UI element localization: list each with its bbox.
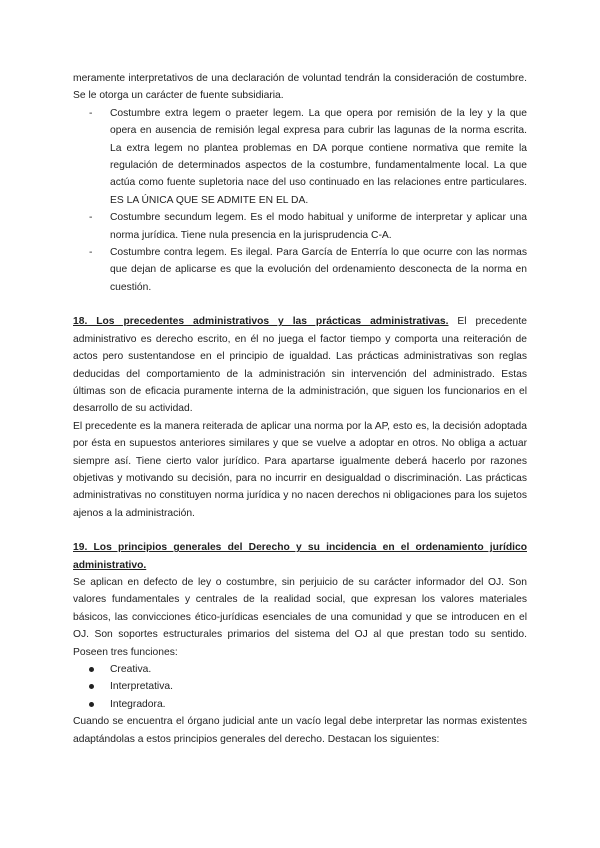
section-19-heading: 19. Los principios generales del Derecho y su incidencia en el ordenamiento jurídico administrativo.: [73, 542, 527, 571]
list-item-text: Costumbre contra legem. Es ilegal. Para García de Enterría lo que ocurre con las normas que dejan de aplicarse es que la evolución del ordenamiento desconecta de la norma en cuestión.: [110, 247, 527, 293]
list-item-text: Creativa.: [110, 664, 152, 675]
list-item: [73, 678, 527, 695]
list-item-text: Integradora.: [110, 698, 166, 710]
section-19-paragraph-2: Cuando se encuentra el órgano judicial ante un vacío legal debe interpretar las normas existentes adaptándolas a estos principios generales del derecho. Destacan los siguientes:: [73, 716, 527, 745]
bullet-dot: [89, 702, 94, 707]
dash-bullet: -: [89, 247, 93, 259]
spacer: [73, 296, 527, 313]
section-18-paragraph-2: El precedente es la manera reiterada de aplicar una norma por la AP, esto es, la decisión adoptada por ésta en supuestos anteriores similares y que se vuelve a adoptar en otros. No obliga a actuar siempre así. Tiene cierto valor jurídico. Para apartarse igualmente deberá hacerlo por razones objetivas y motivando su decisión, para no incurrir en desigualdad o discriminación. Las prácticas administrativas no constituyen norma jurídica y no nacen derechos ni obligaciones para los sujetos ajenos a la administración.: [73, 420, 527, 519]
list-item: [73, 244, 527, 296]
intro-paragraph: meramente interpretativos de una declaración de voluntad tendrán la consideración de costumbre. Se le otorga un carácter de fuente subsidiaria.: [73, 73, 527, 102]
section-18-text: El precedente administrativo es derecho escrito, en él no juega el factor tiempo y comporta una reiteración de actos pero sustentandose en el principio de igualdad. Las prácticas administrativas son reglas deducidas del comportamiento de la administración sin intervención del administrado. Estas últimas son de eficacia puramente interna de la administración, que siguen los funcionarios en el desarrollo de su actividad.: [73, 316, 527, 415]
section-19-paragraph: Se aplican en defecto de ley o costumbre, sin perjuicio de su carácter informador del OJ. Son valores fundamentales y centrales de la realidad social, que expresan los valores materiales básicos, las convicciones ético-jurídicas esenciales de una comunidad y que se introducen en el OJ. Son soportes estructurales primarios del sistema del OJ al que prestan todo su sentido. Poseen tres funciones:: [73, 576, 527, 658]
spacer: [73, 522, 527, 539]
document-page: [73, 70, 527, 748]
list-item: [73, 696, 527, 713]
bullet-dot: [89, 684, 94, 689]
list-item-text: Interpretativa.: [110, 681, 173, 693]
list-item-text: Costumbre secundum legem. Es el modo habitual y uniforme de interpretar y aplicar una norma jurídica. Tiene nula presencia en la jurisprudencia C-A.: [110, 212, 527, 241]
list-item: [73, 209, 527, 244]
custom-types-list: [73, 105, 527, 296]
section-18-heading: 18. Los precedentes administrativos y las prácticas administrativas.: [73, 316, 449, 328]
dash-bullet: -: [89, 107, 93, 119]
bullet-dot: [89, 667, 94, 672]
dash-bullet: -: [89, 212, 93, 224]
functions-list: [73, 661, 527, 713]
section-18-paragraph: [73, 313, 527, 417]
list-item: [73, 661, 527, 678]
list-item-text: Costumbre extra legem o praeter legem. La que opera por remisión de la ley y la que opera en ausencia de remisión legal expresa para cubrir las lagunas de la norma escrita. La extra legem no plantea problemas en DA porque contiene normativa que remite la regulación de determinados aspectos de la costumbre, fundamentalmente local. La que actúa como fuente supletoria nace del uso continuado en las relaciones entre particulares. ES LA ÚNICA QUE SE ADMITE EN EL DA.: [110, 107, 527, 206]
list-item: [73, 105, 527, 209]
section-19-heading-line: [73, 539, 527, 574]
